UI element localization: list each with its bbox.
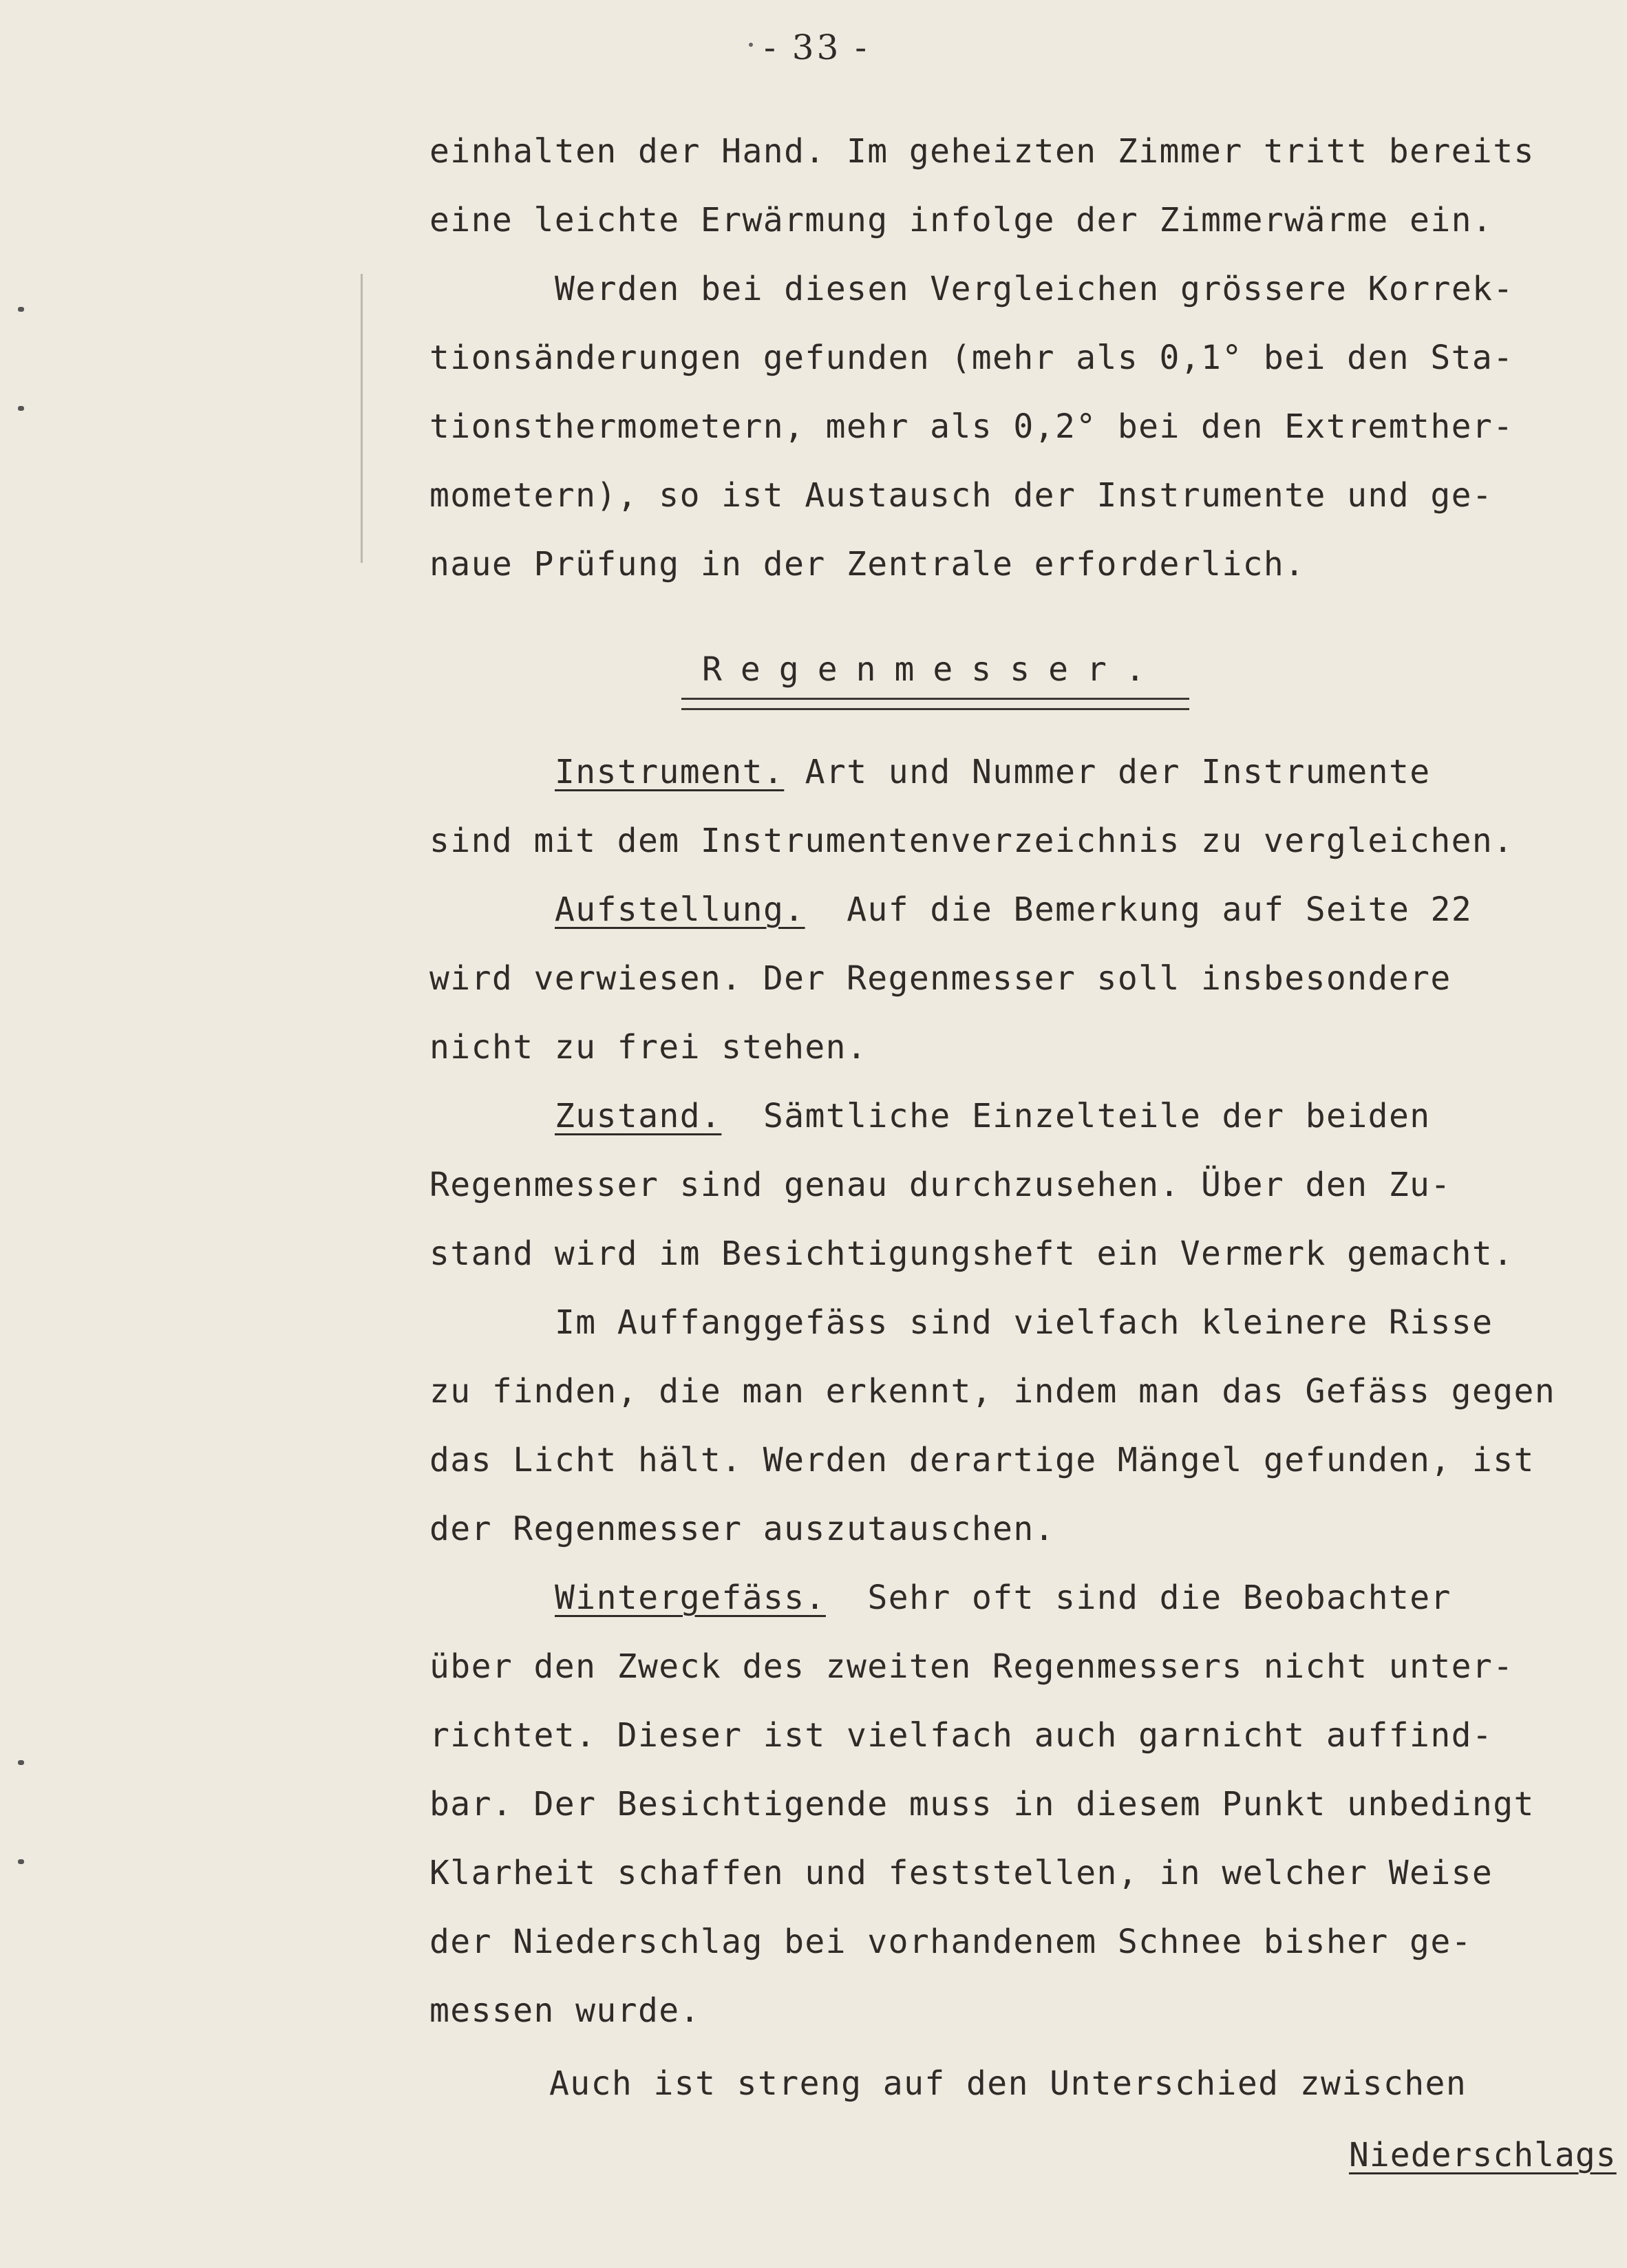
text-line: Regenmesser sind genau durchzusehen. Über den Zu- bbox=[429, 1166, 1451, 1204]
subheading-instrument: Instrument. bbox=[555, 753, 785, 791]
catchword: Niederschlags bbox=[1349, 2136, 1617, 2174]
section-heading: Regenmesser. bbox=[702, 650, 1164, 689]
text-line: über den Zweck des zweiten Regenmessers nicht unter- bbox=[429, 1647, 1514, 1686]
text-line: Klarheit schaffen und feststellen, in welcher Weise bbox=[429, 1854, 1493, 1892]
punch-mark bbox=[18, 1760, 24, 1765]
text-line: tionsänderungen gefunden (mehr als 0,1° bei den Sta- bbox=[429, 339, 1514, 377]
text-line: Instrument. Art und Nummer der Instrumente bbox=[555, 753, 1431, 791]
text-line: stand wird im Besichtigungsheft ein Vermerk gemacht. bbox=[429, 1234, 1514, 1273]
text-line: der Niederschlag bei vorhandenem Schnee bisher ge- bbox=[429, 1923, 1472, 1961]
text-line: der Regenmesser auszutauschen. bbox=[429, 1510, 1055, 1548]
text-line: mometern), so ist Austausch der Instrumente und ge- bbox=[429, 476, 1493, 515]
text-line: eine leichte Erwärmung infolge der Zimmerwärme ein. bbox=[429, 201, 1493, 239]
heading-double-underline bbox=[681, 698, 1189, 710]
text-line: richtet. Dieser ist vielfach auch garnicht auffind- bbox=[429, 1716, 1493, 1755]
subheading-wintergefaess: Wintergefäss. bbox=[555, 1579, 826, 1617]
text-line: messen wurde. bbox=[429, 1991, 701, 2030]
text-line: Aufstellung. Auf die Bemerkung auf Seite 22 bbox=[555, 890, 1473, 929]
ink-speck bbox=[749, 43, 753, 47]
text-line: naue Prüfung in der Zentrale erforderlich. bbox=[429, 545, 1306, 584]
punch-mark bbox=[18, 406, 24, 411]
subheading-zustand: Zustand. bbox=[555, 1097, 722, 1135]
text-line: Zustand. Sämtliche Einzelteile der beiden bbox=[555, 1097, 1431, 1135]
text-line: Wintergefäss. Sehr oft sind die Beobachter bbox=[555, 1579, 1451, 1617]
page-number: - 33 - bbox=[764, 28, 870, 67]
text-line: wird verwiesen. Der Regenmesser soll insbesondere bbox=[429, 959, 1451, 998]
text-line: Auch ist streng auf den Unterschied zwischen bbox=[549, 2064, 1467, 2103]
text-line: Werden bei diesen Vergleichen grössere Korrek- bbox=[555, 270, 1514, 308]
text-line: nicht zu frei stehen. bbox=[429, 1028, 868, 1067]
text-line: bar. Der Besichtigende muss in diesem Punkt unbedingt bbox=[429, 1785, 1535, 1823]
punch-mark bbox=[18, 307, 24, 312]
text-line: Im Auffanggefäss sind vielfach kleinere Risse bbox=[555, 1303, 1493, 1342]
text-line: zu finden, die man erkennt, indem man das Gefäss gegen bbox=[429, 1372, 1556, 1411]
subheading-aufstellung: Aufstellung. bbox=[555, 890, 805, 929]
punch-mark bbox=[18, 1859, 24, 1864]
margin-pencil-line bbox=[361, 274, 363, 563]
text-line: einhalten der Hand. Im geheizten Zimmer tritt bereits bbox=[429, 132, 1535, 171]
text-line: das Licht hält. Werden derartige Mängel gefunden, ist bbox=[429, 1441, 1535, 1479]
text-line: tionsthermometern, mehr als 0,2° bei den Extremther- bbox=[429, 407, 1514, 446]
text-line: sind mit dem Instrumentenverzeichnis zu vergleichen. bbox=[429, 822, 1514, 860]
